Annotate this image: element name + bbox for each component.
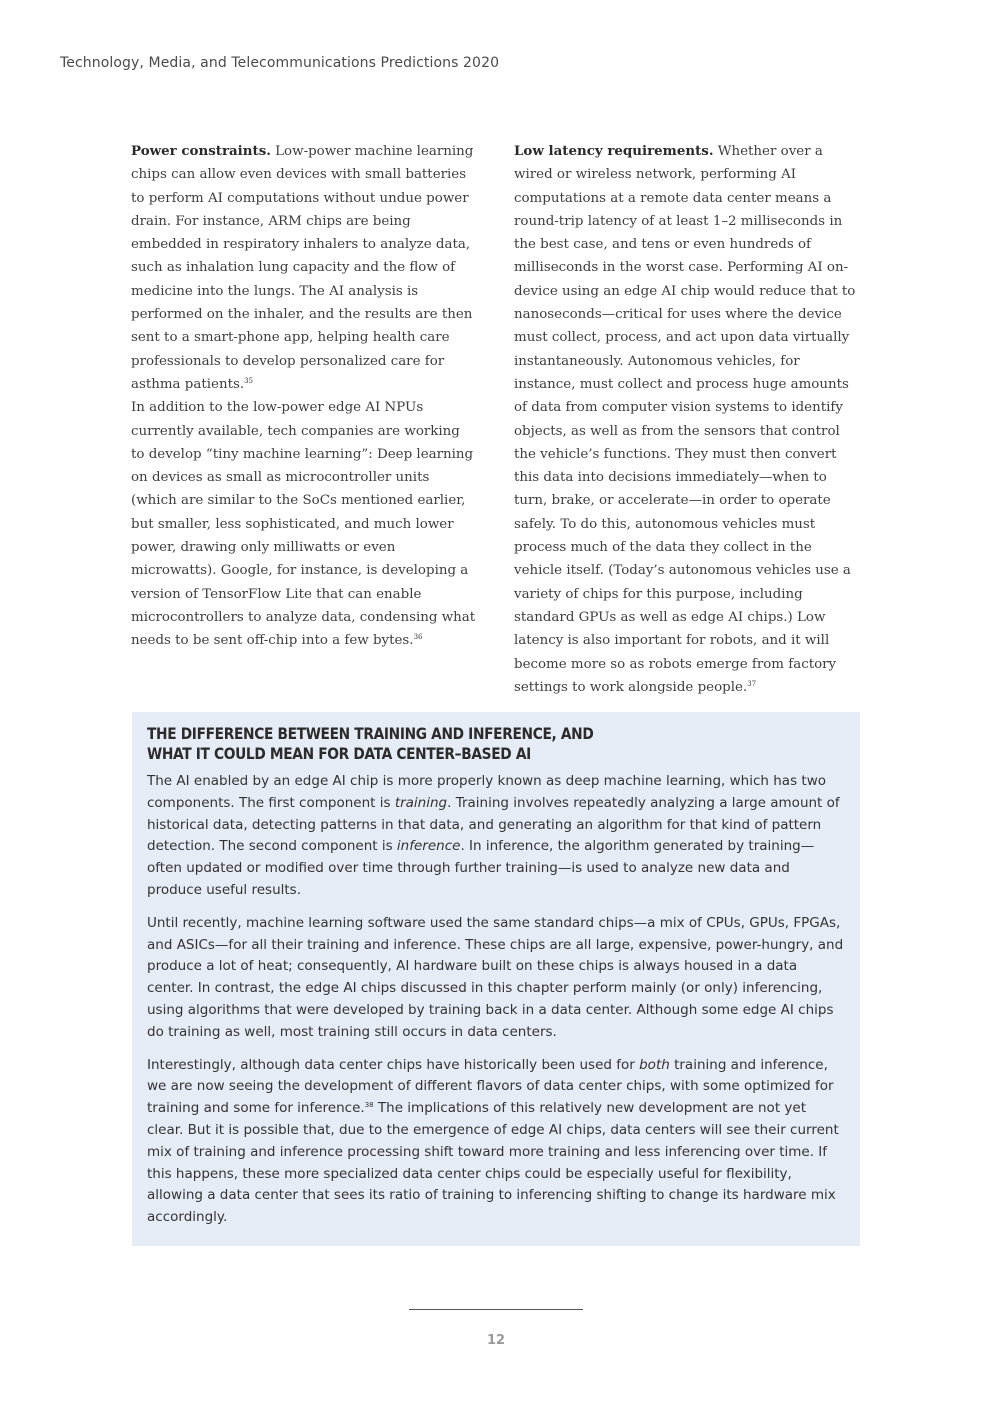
sidebar-p1-text-c: . In inference, the algorithm generated by training—often updated or modified over time through further training—is used to analyze new data and produce useful results. (147, 838, 815, 898)
running-header: Technology, Media, and Telecommunications Predictions 2020 (60, 55, 500, 71)
sidebar-p1-text-a: The AI enabled by an edge AI chip is more properly known as deep machine learning, which has two components. The first component is (147, 773, 827, 811)
endnote-ref-36[interactable]: 36 (413, 633, 423, 642)
power-constraints-paragraph (131, 140, 477, 396)
training-term: training (394, 794, 448, 811)
sidebar-title-line-1: THE DIFFERENCE BETWEEN TRAINING AND INFERENCE, AND (147, 724, 594, 743)
sidebar-title (147, 724, 843, 764)
low-latency-paragraph (514, 140, 859, 699)
endnote-ref-38[interactable]: 38 (364, 1101, 374, 1110)
tiny-ml-text: In addition to the low-power edge AI NPUs currently available, tech companies are working to develop “tiny machine learning”: Deep learning on devices as small as microcontroller units (which are similar to the SoCs mentioned earlier, but smaller, less sophisticated, and much lower power, drawing only milliwatts or even microwatts). Google, for instance, is developing a version of TensorFlow Lite that can enable microcontrollers to analyze data, condensing what needs to be sent off-chip into a few bytes. (131, 400, 476, 649)
sidebar-paragraph-3 (147, 1055, 845, 1229)
sidebar-paragraph-2: Until recently, machine learning software used the same standard chips—a mix of CPUs, GPUs, FPGAs, and ASICs—for all their training and inference. These chips are all large, expensive, power-hungry, and produce a lot of heat; consequently, AI hardware built on these chips is always housed in a data center. In contrast, the edge AI chips discussed in this chapter perform mainly (or only) inferencing, using algorithms that were developed by training back in a data center. Although some edge AI chips do training as well, most training still occurs in data centers. (147, 914, 844, 1040)
sidebar-p3-text-a: Interestingly, although data center chips have historically been used for (147, 1056, 640, 1073)
sidebar-p3-text-c: The implications of this relatively new development are not yet clear. But it is possible that, due to the emergence of edge AI chips, data centers will see their current mix of training and inference processing shift toward more training and less inferencing over time. If this happens, these more specialized data center chips could be especially useful for flexibility, allowing a data center that sees its ratio of training to inferencing shifting to change its hardware mix accordingly. (147, 1100, 839, 1226)
low-latency-heading: Low latency requirements. (514, 143, 714, 159)
footer-divider (409, 1309, 583, 1310)
power-constraints-text: Low-power machine learning chips can allow even devices with small batteries to perform AI computations without undue power drain. For instance, ARM chips are being embedded in respiratory inhalers to analyze data, such as inhalation lung capacity and the flow of medicine into the lungs. The AI analysis is performed on the inhaler, and the results are then sent to a smart-phone app, helping health care professionals to develop personalized care for asthma patients. (131, 144, 474, 392)
sidebar-paragraph-1 (147, 771, 845, 902)
right-column (514, 140, 859, 699)
sidebar-p3-text-b: training and inference, we are now seeing the development of different flavors of data center chips, with some optimized for training and some for inference. (147, 1056, 834, 1117)
left-column (131, 140, 477, 653)
inference-term: inference (396, 838, 461, 855)
sidebar-title-line-2: WHAT IT COULD MEAN FOR DATA CENTER–BASED AI (147, 744, 531, 763)
endnote-ref-35[interactable]: 35 (244, 376, 253, 385)
page-number: 12 (486, 1333, 506, 1348)
sidebar-p1-text-b: . Training involves repeatedly analyzing a large amount of historical data, detecting patterns in that data, and generating an algorithm for that kind of pattern detection. The second component is (147, 794, 840, 855)
low-latency-text: Whether over a wired or wireless network, performing AI computations at a remote data center means a round-trip latency of at least 1–2 milliseconds in the best case, and tens or even hundreds of milliseconds in the worst case. Performing AI on-device using an edge AI chip would reduce that to nanoseconds—critical for uses where the device must collect, process, and act upon data virtually instantaneously. Autonomous vehicles, for instance, must collect and process huge amounts of data from computer vision systems to identify objects, as well as from the sensors that control the vehicle’s functions. They must then convert this data into decisions immediately—when to turn, brake, or accelerate—in order to operate safely. To do this, autonomous vehicles must process much of the data they collect in the vehicle itself. (Today’s autonomous vehicles use a variety of chips for this purpose, including standard GPUs as well as edge AI chips.) Low latency is also important for robots, and it will become more so as robots emerge from factory settings to work alongside people. (514, 144, 856, 695)
training-vs-inference-sidebar (132, 712, 860, 1246)
endnote-ref-37[interactable]: 37 (747, 679, 757, 688)
both-term: both (639, 1056, 670, 1073)
tiny-ml-paragraph (131, 396, 477, 652)
power-constraints-heading: Power constraints. (131, 143, 271, 159)
